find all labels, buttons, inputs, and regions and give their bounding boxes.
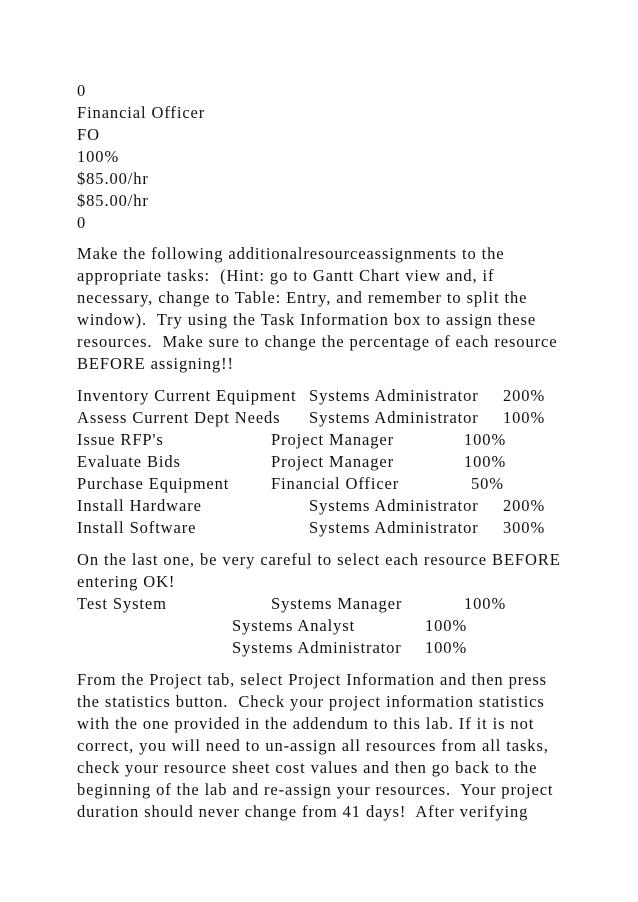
assignment-task: Install Hardware — [77, 496, 202, 515]
caution-line: On the last one, be very careful to select each resource BEFORE — [77, 550, 561, 569]
resource-ovt-rate-line: $85.00/hr — [77, 191, 149, 210]
closing-line: check your resource sheet cost values and then go back to the — [77, 758, 538, 777]
instruction-line: Make the following additionalresourceassignments to the — [77, 244, 505, 263]
assignment-percent: 100% — [464, 430, 507, 449]
test-system-resource: Systems Administrator — [232, 638, 402, 657]
assignment-task: Purchase Equipment — [77, 474, 230, 493]
test-system-percent: 100% — [464, 594, 507, 613]
assignment-task: Install Software — [77, 518, 197, 537]
instruction-line: appropriate tasks: (Hint: go to Gantt Chart view and, if — [77, 266, 495, 285]
assignment-percent: 200% — [503, 386, 546, 405]
assignment-percent: 200% — [503, 496, 546, 515]
resource-value-line: 0 — [77, 81, 87, 100]
assignment-percent: 100% — [464, 452, 507, 471]
assignment-task: Evaluate Bids — [77, 452, 181, 471]
caution-line: entering OK! — [77, 572, 176, 591]
instruction-line: resources. Make sure to change the percentage of each resource — [77, 332, 558, 351]
assignment-percent: 50% — [471, 474, 504, 493]
closing-line: with the one provided in the addendum to this lab. If it is not — [77, 714, 535, 733]
assignment-resource: Project Manager — [271, 430, 394, 449]
closing-line: correct, you will need to un-assign all resources from all tasks, — [77, 736, 549, 755]
assignment-percent: 300% — [503, 518, 546, 537]
instruction-line: necessary, change to Table: Entry, and remember to split the — [77, 288, 528, 307]
instruction-line: window). Try using the Task Information box to assign these — [77, 310, 537, 329]
resource-max-units-line: 100% — [77, 147, 120, 166]
test-system-percent: 100% — [425, 638, 468, 657]
assignment-task: Issue RFP's — [77, 430, 164, 449]
resource-std-rate-line: $85.00/hr — [77, 169, 149, 188]
assignment-task: Assess Current Dept Needs — [77, 408, 281, 427]
assignment-percent: 100% — [503, 408, 546, 427]
resource-initials-line: FO — [77, 125, 100, 144]
test-system-resource: Systems Manager — [271, 594, 403, 613]
assignment-resource: Systems Administrator — [309, 408, 479, 427]
assignment-resource: Systems Administrator — [309, 518, 479, 537]
resource-name-line: Financial Officer — [77, 103, 206, 122]
resource-cost-line: 0 — [77, 213, 87, 232]
instruction-line: BEFORE assigning!! — [77, 354, 234, 373]
assignment-resource: Systems Administrator — [309, 496, 479, 515]
assignment-task: Inventory Current Equipment — [77, 386, 297, 405]
test-system-task: Test System — [77, 594, 167, 613]
assignment-resource: Project Manager — [271, 452, 394, 471]
test-system-percent: 100% — [425, 616, 468, 635]
closing-line: From the Project tab, select Project Information and then press — [77, 670, 548, 689]
test-system-resource: Systems Analyst — [232, 616, 356, 635]
assignment-resource: Systems Administrator — [309, 386, 479, 405]
closing-line: beginning of the lab and re-assign your resources. Your project — [77, 780, 554, 799]
closing-line: duration should never change from 41 days! After verifying — [77, 802, 529, 821]
closing-line: the statistics button. Check your project information statistics — [77, 692, 545, 711]
assignment-resource: Financial Officer — [271, 474, 400, 493]
